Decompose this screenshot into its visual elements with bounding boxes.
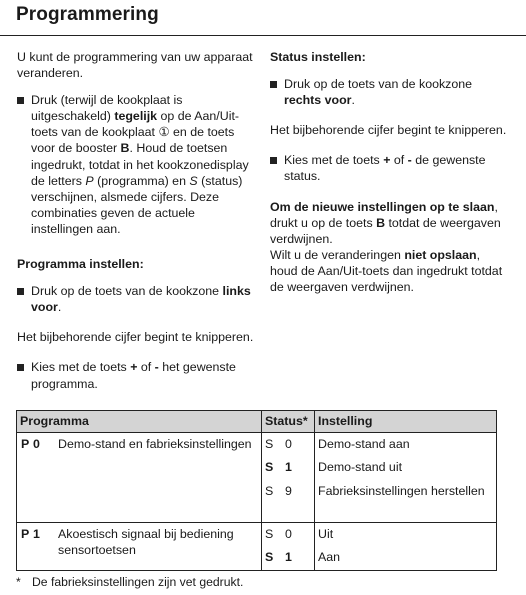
step-text: Kies met de toets bbox=[284, 153, 384, 168]
bullet-square-icon bbox=[17, 97, 24, 104]
plus-key-label: + bbox=[383, 153, 391, 168]
plus-key-label: + bbox=[130, 360, 138, 375]
step-text: Druk op de toets van de kookzone bbox=[284, 77, 473, 92]
step-text: Druk (terwijl de kookplaat is uitgeschakeld) bbox=[31, 93, 183, 124]
step-choose-status bbox=[270, 152, 510, 184]
step-text: Kies met de toets bbox=[31, 360, 131, 375]
step-text: totdat de weergaven verdwijnen. bbox=[270, 215, 501, 246]
status-number: 1 bbox=[285, 550, 292, 564]
emphasis-text: links voor bbox=[31, 284, 251, 315]
program-number: 1 bbox=[33, 527, 40, 541]
left-column bbox=[17, 49, 257, 392]
booster-key-label: B bbox=[376, 215, 386, 230]
step-choose-program bbox=[17, 359, 257, 391]
status-number: 0 bbox=[285, 527, 292, 541]
instelling-value: Demo-stand aan bbox=[318, 437, 410, 451]
status-code bbox=[262, 433, 314, 456]
program-table bbox=[16, 410, 497, 571]
status-letter: S bbox=[265, 460, 274, 474]
page-title: Programmering bbox=[16, 4, 159, 25]
step-text: (programma) en bbox=[93, 173, 190, 188]
status-letter: S bbox=[265, 437, 274, 451]
bullet-square-icon bbox=[270, 157, 277, 164]
step-text: de gewenste status. bbox=[284, 153, 486, 184]
step-text: . Houd de toetsen ingedrukt, totdat in het kookzonedisplay de letters bbox=[31, 141, 249, 188]
column-header-instelling: Instelling bbox=[315, 411, 497, 433]
program-description: Akoestisch signaal bij bediening sensortoetsen bbox=[58, 527, 234, 557]
section-heading-status: Status instellen: bbox=[270, 50, 366, 64]
step-text: op de Aan/Uit-toets van de kookplaat bbox=[31, 109, 240, 140]
emphasis-text: Om de nieuwe instellingen op te slaan bbox=[270, 199, 495, 214]
status-letter: S bbox=[265, 484, 274, 498]
instelling-value: Fabrieksinstellingen herstellen bbox=[318, 484, 485, 498]
page-header bbox=[0, 0, 526, 36]
instelling-value: Aan bbox=[318, 550, 341, 564]
status-code-default bbox=[262, 546, 314, 570]
column-header-status: Status* bbox=[262, 411, 315, 433]
program-number: 0 bbox=[33, 437, 40, 451]
step-text: en de toets voor de booster bbox=[31, 125, 235, 156]
step-text: Druk op de toets van de kookzone bbox=[31, 284, 223, 299]
status-letter: S bbox=[265, 550, 274, 564]
minus-key-label: - bbox=[154, 360, 159, 375]
instelling-value: Demo-stand uit bbox=[318, 460, 403, 474]
step-press-together bbox=[17, 92, 257, 237]
blink-text: Het bijbehorende cijfer begint te knipperen. bbox=[17, 330, 254, 345]
program-cell bbox=[17, 433, 262, 523]
status-number: 9 bbox=[285, 484, 292, 498]
footnote-marker: * bbox=[16, 575, 21, 589]
bullet-square-icon bbox=[17, 288, 24, 295]
emphasis-text: niet opslaan bbox=[404, 247, 477, 262]
program-cell bbox=[17, 523, 262, 571]
footnote-text: De fabrieksinstellingen zijn vet gedrukt. bbox=[32, 575, 244, 589]
instelling-cell bbox=[315, 523, 497, 571]
status-number: 0 bbox=[285, 437, 292, 451]
status-cell bbox=[262, 523, 315, 571]
program-code bbox=[21, 437, 45, 453]
step-text: of bbox=[390, 153, 408, 168]
step-text: het gewenste programma. bbox=[31, 360, 236, 391]
footnote bbox=[16, 575, 243, 590]
status-code bbox=[262, 523, 314, 546]
step-text: of bbox=[137, 360, 155, 375]
instelling-value: Uit bbox=[318, 527, 334, 541]
status-cell bbox=[262, 433, 315, 523]
program-letter: P bbox=[21, 527, 30, 541]
step-text: (status) verschijnen, alsmede cijfers. Deze combinaties geven de actuele instellingen aan. bbox=[31, 173, 243, 236]
power-symbol-icon: ① bbox=[158, 125, 170, 140]
intro-text: U kunt de programmering van uw apparaat veranderen. bbox=[17, 50, 253, 81]
step-text: , drukt u op de toets bbox=[270, 199, 498, 230]
status-number: 1 bbox=[285, 460, 292, 474]
program-description: Demo-stand en fabrieksinstellingen bbox=[58, 437, 252, 451]
program-letter: P bbox=[21, 437, 30, 451]
status-letter: S bbox=[265, 527, 274, 541]
instelling-cell bbox=[315, 433, 497, 523]
bullet-square-icon bbox=[270, 81, 277, 88]
display-letter-s: S bbox=[189, 173, 198, 188]
section-heading-programma: Programma instellen: bbox=[17, 257, 144, 272]
emphasis-text: rechts voor bbox=[284, 93, 352, 108]
table-header-row bbox=[17, 411, 497, 433]
right-column bbox=[270, 49, 510, 295]
booster-key-label: B bbox=[120, 141, 130, 156]
blink-text: Het bijbehorende cijfer begint te knipperen. bbox=[270, 123, 507, 138]
step-text: , houd de Aan/Uit-toets dan ingedrukt totdat de weergaven verdwijnen. bbox=[270, 247, 503, 295]
table-row bbox=[17, 433, 497, 523]
bullet-square-icon bbox=[17, 364, 24, 371]
program-code bbox=[21, 527, 45, 543]
emphasis-text: tegelijk bbox=[114, 109, 158, 124]
step-text: Wilt u de veranderingen bbox=[270, 247, 405, 262]
step-left-front bbox=[17, 283, 257, 315]
minus-key-label: - bbox=[407, 153, 412, 168]
column-header-programma: Programma bbox=[17, 411, 262, 433]
step-text: . bbox=[351, 93, 355, 108]
save-instruction bbox=[270, 199, 510, 247]
status-code bbox=[262, 480, 314, 522]
step-right-front bbox=[270, 76, 510, 108]
step-text: . bbox=[57, 300, 62, 315]
table-row bbox=[17, 523, 497, 571]
display-letter-p: P bbox=[85, 173, 94, 188]
nosave-instruction bbox=[270, 247, 510, 295]
status-code-default bbox=[262, 456, 314, 480]
